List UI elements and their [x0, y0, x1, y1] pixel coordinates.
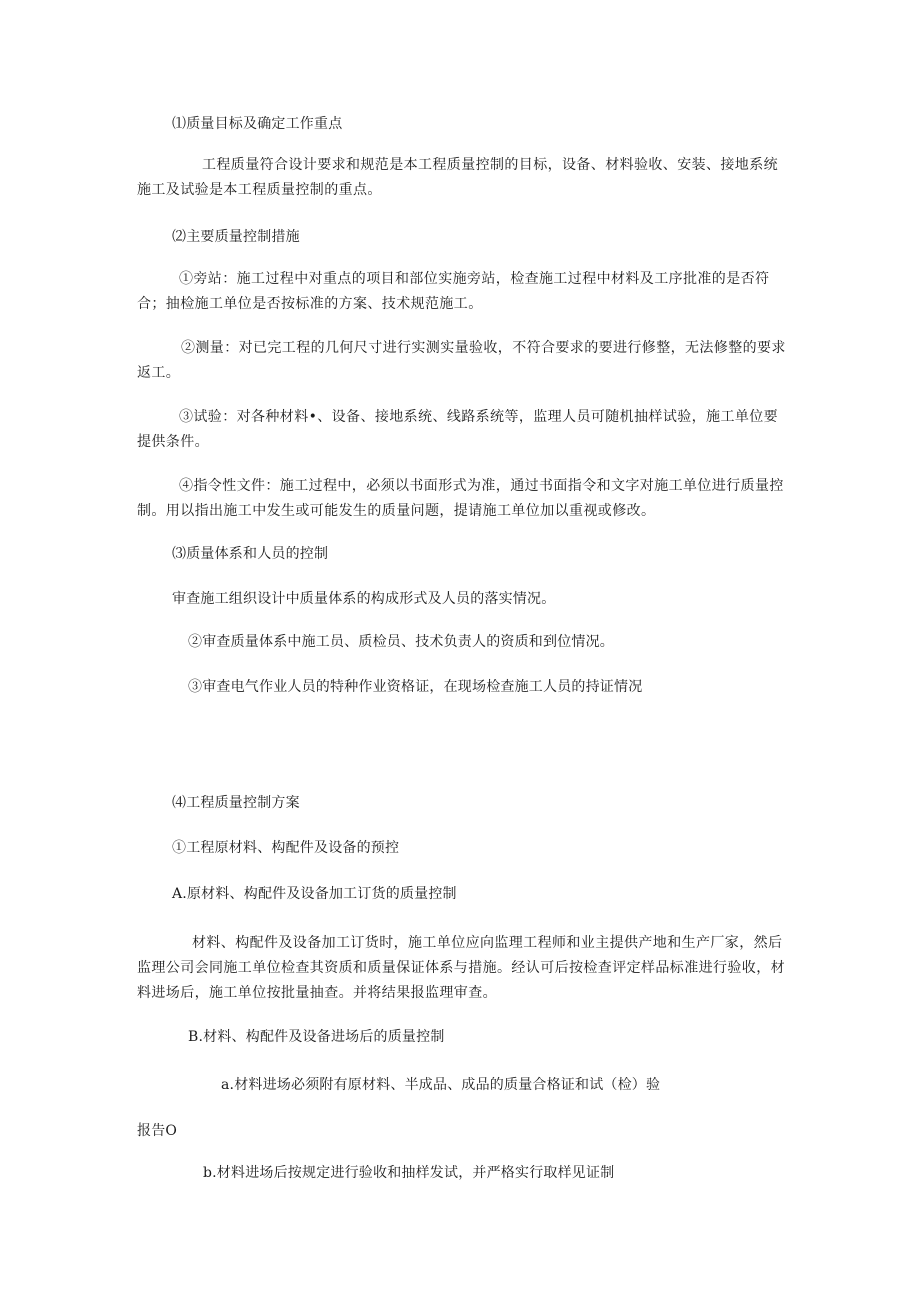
- control-item-1: ①工程原材料、构配件及设备的预控: [172, 840, 400, 856]
- system-review-line-3: ③审查电气作业人员的特种作业资格证，在现场检查施工人员的持证情况: [188, 679, 643, 695]
- item-b-a: a.材料进场必须附有原材料、半成品、成品的质量合格证和试（检）验: [221, 1077, 661, 1093]
- section-heading-2: ⑵主要质量控制措施: [172, 229, 300, 245]
- measure-testing: ③试验：对各种材料•、设备、接地系统、线路系统等，监理人员可随机抽样试验，施工单位要提供条件。: [137, 409, 779, 450]
- section-heading-1: ⑴质量目标及确定工作重点: [172, 116, 343, 132]
- system-review-line-2: ②审查质量体系中施工员、质检员、技术负责人的资质和到位情况。: [188, 634, 614, 650]
- item-b-a-continuation: 报告O: [137, 1123, 178, 1139]
- measure-measurement: ②测量：对已完工程的几何尺寸进行实测实量验收，不符合要求的要进行修整，无法修整的要求返工。: [137, 340, 786, 381]
- measure-directive-documents: ④指令性文件：施工过程中，必须以书面形式为准，通过书面指令和文字对施工单位进行质量控制。用以指出施工中发生或可能发生的质量问题，提请施工单位加以重视或修改。: [137, 478, 784, 519]
- section-heading-3: ⑶质量体系和人员的控制: [172, 546, 329, 562]
- subsection-a-heading: A.原材料、构配件及设备加工订货的质量控制: [172, 886, 457, 902]
- system-review-line-1: 审查施工组织设计中质量体系的构成形式及人员的落实情况。: [172, 591, 556, 607]
- subsection-b-heading: B.材料、构配件及设备进场后的质量控制: [188, 1029, 445, 1045]
- measure-onsite-supervision: ①旁站：施工过程中对重点的项目和部位实施旁站，检查施工过程中材料及工序批准的是否符合；抽检施工单位是否按标准的方案、技术规范施工。: [137, 271, 770, 312]
- item-b-b: b.材料进场后按规定进行验收和抽样发试，并严格实行取样见证制: [203, 1165, 615, 1181]
- section-heading-4: ⑷工程质量控制方案: [172, 795, 300, 811]
- quality-target-paragraph: 工程质量符合设计要求和规范是本工程质量控制的目标，设备、材料验收、安装、接地系统施工及试验是本工程质量控制的重点。: [137, 157, 778, 198]
- subsection-a-body: 材料、构配件及设备加工订货时，施工单位应向监理工程师和业主提供产地和生产厂家，然后监理公司会同施工单位检查其资质和质量保证体系与措施。经认可后按检查评定样品标准进行验收，材料进场后，施工单位按批量抽查。并将结果报监理审查。: [137, 935, 785, 1001]
